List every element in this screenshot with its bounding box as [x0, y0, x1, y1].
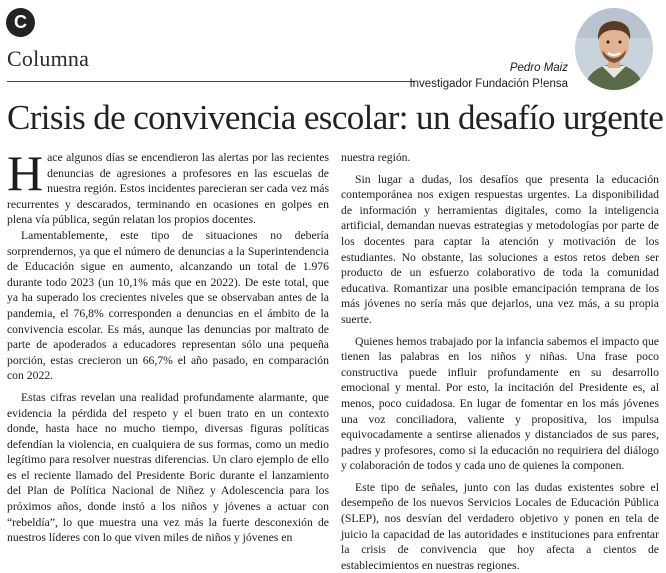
article-paragraph-continued: nuestra región. — [341, 151, 411, 164]
section-divider — [7, 81, 415, 82]
author-portrait-icon — [575, 8, 653, 90]
article-paragraph: Estas cifras revelan una realidad profundamente alarmante, que evidencia la pérdida del respeto y el buen trato en un contexto donde, hasta hace no mucho tiempo, diversas figuras políticas defendían la violencia, en cualquiera de sus formas, como un medio legítimo para resolver nuestras diferencias. Un claro ejemplo de ello es el reciente llamado del Presidente Boric durante el lanzamiento del Plan de Política Nacional de Niñez y Adolescencia para los próximos años, donde instó a los niños y jóvenes a actuar con “rebeldía”, lo que muestra una vez más la fuerte desconexión de nuestros líderes con lo que viven miles de niños y jóvenes en — [7, 390, 329, 545]
article-paragraph: Sin lugar a dudas, los desafíos que presenta la educación contemporánea nos exigen respuestas urgentes. La disponibilidad de información y herramientas digitales, como la inteligencia artificial, demandan nuevas estrategias y metodologías por parte de los docentes para captar la atención y motivación de los estudiantes. No obstante, las soluciones a estos retos deben ser producto de un esfuerzo colaborativo de toda la comunidad educativa. Romantizar una posible emancipación temprana de los más jóvenes no sería más que dejarlos, una vez más, a su propia suerte. — [341, 172, 659, 326]
article-paragraph: Quienes hemos trabajado por la infancia sabemos el impacto que tienen las palabras en los niños y niñas. Una frase poco constructiva puede influir profundamente en su desarrollo emocional y mental. Por esto, la incitación del Presidente es, al menos, poco cuidadosa. En lugar de fomentar en los más jóvenes una voz conciliadora, valiente y propositiva, los impulsa equivocadamente a sentirse alienados y distanciados de sus pares, padres y profesores, como si la educación no requiriera del diálogo y colaboración de todos y cada uno de quienes la componen. — [341, 334, 659, 473]
author-role: Investigador Fundación P!ensa — [409, 78, 568, 90]
section-label: Columna — [7, 46, 90, 71]
author-photo — [575, 8, 653, 90]
article-headline: Crisis de convivencia escolar: un desafío urgente — [7, 98, 664, 137]
author-byline — [409, 60, 568, 92]
author-name: Pedro Maiz — [509, 62, 568, 74]
drop-cap: H — [7, 145, 44, 201]
paragraph-text: ace algunos días se encendieron las alertas por las recientes denuncias de agresiones a profesores en las escuelas de nuestra región. Estos incidentes parecieran ser cada vez más recurrentes y descarados, terminando en ocasiones en golpes en plena vía pública, según relatan los propios docentes. — [7, 151, 329, 227]
column-badge: C — [6, 8, 35, 37]
article-paragraph: Lamentablemente, este tipo de situaciones no debería sorprendernos, ya que el número de denuncias a la Superintendencia de Educación sigue en aumento, alcanzando un total de 1.976 durante todo 2023 (un 10,1% más que en 2022). De este total, que ya ha superado los crecientes niveles que se observaban antes de la pandemia, el 76,8% corresponden a denuncias en el ámbito de la convivencia escolar. Es más, aunque las denuncias por maltrato de parte de apoderados a educadores representan sólo una pequeña porción, estas crecieron un 66,7% el año pasado, en comparación con 2022. — [7, 228, 329, 383]
article-column-left — [7, 145, 329, 546]
article-paragraph: Este tipo de señales, junto con las dudas existentes sobre el desempeño de los nuevos Servicios Locales de Educación Pública (SLEP), nos desvían del verdadero objetivo y ponen en tela de juicio la capacidad de las autoridades e instituciones para enfrentar la crisis de convivencia que hoy afecta a cientos de establecimientos en nuestras regiones. — [341, 480, 659, 572]
article-paragraph — [7, 145, 329, 228]
article-column-right — [341, 150, 659, 573]
